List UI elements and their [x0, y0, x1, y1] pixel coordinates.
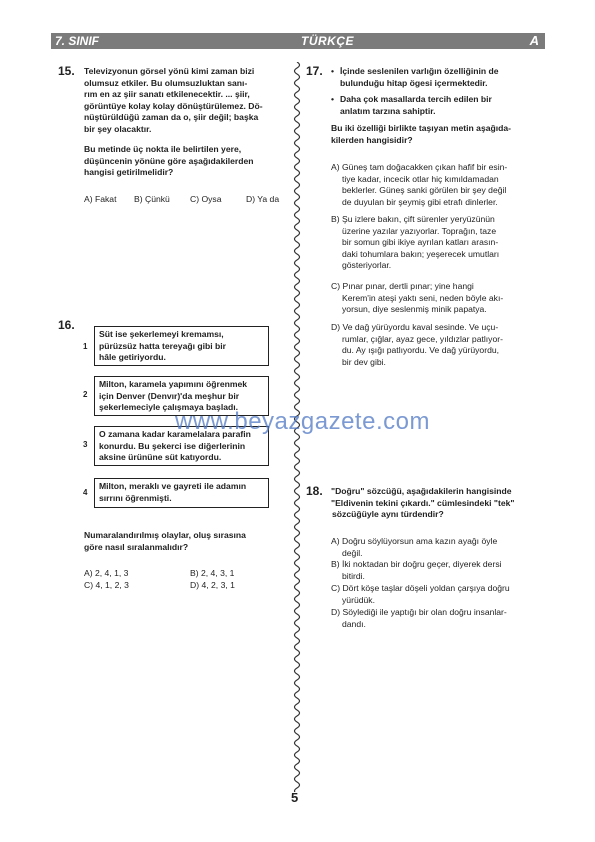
- question-16-number: 16.: [58, 318, 75, 332]
- property-bullet-2: [331, 94, 550, 117]
- option-line: bir dev gibi.: [342, 356, 386, 367]
- passage-line: nüştürüldüğü zaman da o, şiir değil; başka: [84, 112, 259, 123]
- option-line: bir somun gibi ikiye ayrılan katları arasın-: [342, 237, 499, 248]
- event-number: 4: [83, 488, 88, 497]
- option-line: D) Söylediği ile yaptığı bir olan doğru insanlar-: [331, 607, 507, 617]
- option-line: yürüdük.: [342, 594, 375, 605]
- stem-line: kilerden hangisidir?: [331, 134, 413, 145]
- option-line: A) Doğru söylüyorsun ama kazın ayağı öyle: [331, 536, 498, 546]
- option-d[interactable]: D) Ya da: [246, 194, 280, 204]
- bullet-line: İçinde seslenilen varlığın özelliğinin de: [340, 66, 499, 76]
- grade-label: 7. SINIF: [55, 34, 100, 48]
- option-line: Kerem'in ateşi yaktı seni, neden böyle akı-: [342, 292, 504, 303]
- option-line: değil.: [342, 547, 363, 558]
- option-line: du. Ay ışığı patlıyordu. Ve dağ yürüyordu,: [342, 345, 500, 356]
- passage-line: Televizyonun görsel yönü kimi zaman bizi: [84, 66, 255, 76]
- stem-line: sözcüğüyle aynı türdendir?: [332, 509, 444, 520]
- watermark: www.beyazgazete.com: [175, 408, 430, 435]
- option-line: gösteriyorlar.: [342, 260, 392, 271]
- option-line: A) Güneş tam doğacakken çıkan hafif bir esin-: [331, 162, 508, 172]
- passage-line: rım en az şiir sanatı etkilenecektir. ... şiir,: [84, 89, 250, 100]
- option-c[interactable]: [331, 281, 561, 316]
- question-18-number: 18.: [306, 484, 323, 498]
- page-header: [51, 33, 545, 49]
- option-line: dandı.: [342, 618, 366, 629]
- option-a[interactable]: A) Fakat: [84, 194, 117, 204]
- option-line: D) Ve dağ yürüyordu kaval sesinde. Ve uçu-: [331, 322, 499, 332]
- bullet-line: anlatım tarzına sahiptir.: [340, 105, 436, 116]
- question-17-stem: [331, 123, 551, 146]
- booklet-label: A: [529, 33, 539, 48]
- bullet-icon: •: [331, 66, 335, 76]
- stem-line: hangisi getirilmelidir?: [84, 167, 174, 178]
- page-number: 5: [291, 790, 299, 805]
- question-17-number: 17.: [306, 64, 323, 78]
- stem-line: "Eldivenin tekini çıkardı." cümlesindeki "tek": [331, 497, 515, 508]
- option-line: tiye kadar, incecik otlar hiç kımıldamadan: [342, 173, 499, 184]
- option-b[interactable]: [331, 214, 561, 272]
- option-b[interactable]: B) Çünkü: [134, 194, 170, 204]
- stem-line: göre nasıl sıralanmalıdır?: [84, 541, 189, 552]
- option-line: de duyulan bir şeymiş gibi etrafı dinlerler.: [342, 196, 498, 207]
- option-a[interactable]: [331, 536, 561, 559]
- event-line: sırrını öğrenmişti.: [99, 492, 172, 503]
- event-number: 1: [83, 342, 88, 351]
- option-c[interactable]: [331, 583, 561, 606]
- option-line: daki tohumlara bakın; yeşerecek umutları: [342, 248, 500, 259]
- event-line: Milton, meraklı ve gayreti ile adamın: [99, 481, 247, 491]
- option-line: C) Pınar pınar, dertli pınar; yine hangi: [331, 281, 474, 291]
- passage-line: olumsuz etkiler. Bu olumsuzluktan sanı-: [84, 77, 248, 88]
- question-16-stem: [84, 530, 284, 553]
- option-c[interactable]: C) Oysa: [190, 194, 222, 204]
- stem-line: düşüncenin yönüne göre aşağıdakilerden: [84, 155, 254, 166]
- stem-line: "Doğru" sözcüğü, aşağıdakilerin hangisinde: [331, 486, 512, 496]
- bullet-line: bulunduğu hitap ögesi içermektedir.: [340, 77, 488, 88]
- option-d[interactable]: [331, 322, 561, 368]
- stem-line: Numaralandırılmış olaylar, oluş sırasına: [84, 530, 246, 540]
- event-line: için Denver (Denvır)'da meşhur bir: [99, 390, 240, 401]
- option-line: üzerine yazılar yazıyorlar. Toprağın, taze: [342, 225, 497, 236]
- stem-line: Bu iki özelliği birlikte taşıyan metin aşağıda-: [331, 123, 512, 133]
- passage-line: bir şey olacaktır.: [84, 123, 152, 134]
- property-bullet-1: [331, 66, 550, 89]
- option-d[interactable]: [331, 607, 561, 630]
- option-line: B) İki noktadan bir doğru geçer, diyerek dersi: [331, 559, 502, 569]
- option-c[interactable]: C) 4, 1, 2, 3: [84, 580, 129, 590]
- event-line: hâle getiriyordu.: [99, 352, 166, 363]
- event-box-4: [94, 478, 269, 508]
- option-a[interactable]: A) 2, 4, 1, 3: [84, 568, 129, 578]
- event-number: 3: [83, 440, 88, 449]
- option-line: rumlar, çığlar, ayaz gece, yıldızlar patlıyor-: [342, 333, 503, 344]
- option-line: beklerler. Güneş sanki görülen bir şey değil: [342, 185, 507, 196]
- option-line: yorsun, diye seslenmiş minik papatya.: [342, 304, 487, 315]
- bullet-icon: •: [331, 94, 335, 104]
- option-a[interactable]: [331, 162, 561, 208]
- event-line: konurdu. Bu şekerci ise diğerlerinin: [99, 440, 246, 451]
- option-d[interactable]: D) 4, 2, 3, 1: [190, 580, 235, 590]
- option-line: B) Şu izlere bakın, çift sürenler yeryüzünün: [331, 214, 495, 224]
- event-line: aksine ürününe süt katıyordu.: [99, 452, 222, 463]
- event-line: pürüzsüz hatta tereyağı gibi bir: [99, 340, 227, 351]
- question-15-stem: [84, 144, 284, 179]
- option-line: C) Dört köşe taşlar döşeli yoldan çarşıya doğru: [331, 583, 510, 593]
- passage-line: görüntüye kolay kolay dönüştürülemez. Dö-: [84, 100, 263, 111]
- question-18-stem: [331, 486, 561, 521]
- bullet-line: Daha çok masallarda tercih edilen bir: [340, 94, 492, 104]
- event-line: şekerlemeciyle çalışmaya başladı.: [99, 402, 239, 413]
- option-line: bitirdi.: [342, 570, 365, 581]
- event-line: Milton, karamela yapımını öğrenmek: [99, 379, 248, 389]
- option-b[interactable]: B) 2, 4, 3, 1: [190, 568, 235, 578]
- subject-label: TÜRKÇE: [301, 34, 354, 48]
- stem-line: Bu metinde üç nokta ile belirtilen yere,: [84, 144, 242, 154]
- event-line: O zamana kadar karamelalara parafin: [99, 429, 251, 439]
- event-box-1: [94, 326, 269, 366]
- option-b[interactable]: [331, 559, 561, 582]
- event-line: Süt ise şekerlemeyi kremamsı,: [99, 329, 224, 339]
- question-15-number: 15.: [58, 64, 75, 78]
- question-15-passage: [84, 66, 284, 136]
- event-number: 2: [83, 390, 88, 399]
